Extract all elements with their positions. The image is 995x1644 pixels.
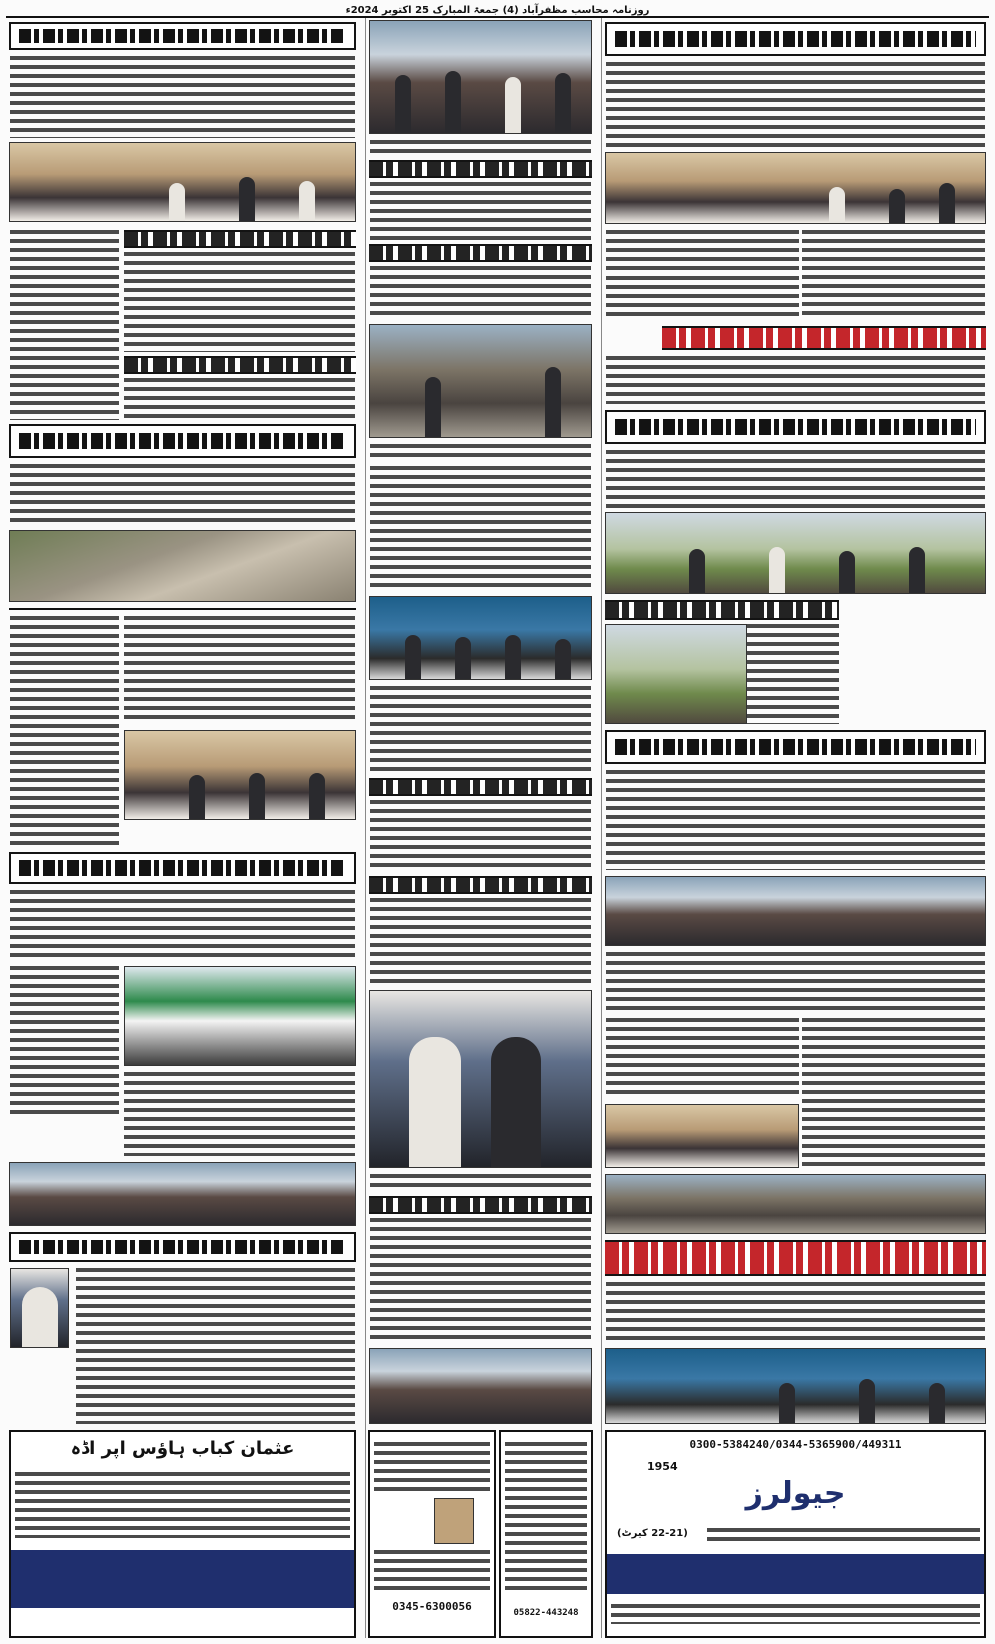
article-body bbox=[10, 890, 355, 960]
headline bbox=[369, 244, 592, 262]
headline bbox=[369, 876, 592, 894]
photo-market-raid bbox=[605, 1174, 986, 1234]
photo-street-works bbox=[369, 324, 592, 438]
article-body bbox=[370, 898, 591, 986]
person-figure bbox=[189, 775, 205, 819]
article-body bbox=[606, 356, 985, 404]
headline bbox=[662, 326, 986, 350]
article-body bbox=[606, 1282, 985, 1342]
photo-exhibition bbox=[9, 142, 356, 222]
person-figure bbox=[769, 547, 785, 593]
article-body bbox=[76, 1268, 355, 1424]
person-figure bbox=[239, 177, 255, 221]
masthead-text: روزنامہ محاسب مظفرآباد (4) جمعۃ المبارک 25 اکتوبر 2024ء bbox=[345, 4, 650, 16]
article-body bbox=[10, 966, 119, 1116]
ad-body bbox=[15, 1472, 350, 1538]
ad-body bbox=[707, 1528, 980, 1542]
person-figure bbox=[929, 1383, 945, 1423]
ad-phone: 0345-6300056 bbox=[392, 1600, 472, 1613]
article-body bbox=[10, 230, 119, 420]
article-body bbox=[124, 1072, 355, 1156]
article-body bbox=[802, 1018, 985, 1168]
person-figure bbox=[779, 1383, 795, 1423]
jewelers-since: 1954 bbox=[647, 1460, 678, 1473]
photo-gathering bbox=[605, 876, 986, 946]
ad-body bbox=[374, 1550, 490, 1590]
person-figure bbox=[299, 181, 315, 221]
article-body bbox=[606, 450, 985, 508]
headline bbox=[124, 356, 356, 374]
caption bbox=[370, 444, 591, 460]
person-figure bbox=[909, 547, 925, 593]
article-body bbox=[10, 616, 119, 846]
headline bbox=[605, 600, 839, 620]
article-body bbox=[124, 616, 355, 724]
ad-phone: 05822-443248 bbox=[513, 1608, 579, 1618]
jewelers-phone: 0300-5384240/0344-5365900/449311 bbox=[689, 1438, 902, 1451]
headline-rights-protest bbox=[9, 1232, 356, 1262]
middle-column bbox=[365, 18, 595, 1638]
headline-welfare-trust bbox=[605, 1240, 986, 1276]
person-figure bbox=[505, 635, 521, 679]
article-body bbox=[10, 56, 355, 138]
person-figure bbox=[555, 639, 571, 679]
kebab-title: عثمان کباب ہاؤس اپر اڈہ bbox=[70, 1438, 295, 1459]
article-body bbox=[10, 464, 355, 526]
person-figure bbox=[839, 551, 855, 593]
photo-meeting bbox=[605, 152, 986, 224]
jewelers-carat: (22-21 کیرٹ) bbox=[617, 1528, 688, 1539]
left-column bbox=[6, 18, 359, 1638]
headline-youm-e-tasees bbox=[605, 730, 986, 764]
headline bbox=[369, 778, 592, 796]
ad-jewelers bbox=[605, 1430, 986, 1638]
ad-specialist bbox=[368, 1430, 496, 1638]
person-figure bbox=[169, 183, 185, 221]
kebab-proprietor-band bbox=[11, 1550, 354, 1608]
photo-seminar bbox=[605, 1348, 986, 1424]
ad-body bbox=[505, 1442, 587, 1592]
page-masthead bbox=[6, 4, 989, 18]
ad-body bbox=[611, 1604, 980, 1624]
photo-school-event bbox=[369, 1348, 592, 1424]
person-figure bbox=[409, 1037, 461, 1167]
photo-press-conference bbox=[369, 596, 592, 680]
article-body bbox=[606, 62, 985, 148]
headline-blood-donation bbox=[9, 22, 356, 50]
headline-top-right bbox=[605, 22, 986, 56]
headline-cardiac-hospital bbox=[605, 410, 986, 444]
person-figure bbox=[545, 367, 561, 437]
person-figure bbox=[689, 549, 705, 593]
article-body bbox=[606, 770, 985, 870]
article-body bbox=[124, 252, 355, 352]
person-figure bbox=[555, 73, 571, 133]
person-figure bbox=[425, 377, 441, 437]
article-body bbox=[370, 266, 591, 320]
person-figure bbox=[455, 637, 471, 679]
headline bbox=[369, 160, 592, 178]
headline-road-protest bbox=[9, 424, 356, 458]
article-body bbox=[370, 686, 591, 774]
person-figure bbox=[22, 1287, 58, 1347]
person-figure bbox=[829, 187, 845, 223]
person-figure bbox=[395, 75, 411, 133]
article-body bbox=[370, 466, 591, 590]
article-body bbox=[606, 276, 799, 320]
person-figure bbox=[505, 77, 521, 133]
article-body bbox=[802, 230, 985, 320]
photo-blood-donation bbox=[369, 20, 592, 134]
jewelers-brand: جیولرز bbox=[745, 1476, 846, 1511]
headline-kashmir-rally bbox=[9, 852, 356, 884]
article-body bbox=[124, 378, 355, 418]
person-figure bbox=[939, 183, 955, 223]
article-body bbox=[370, 182, 591, 240]
photo-stone-wall bbox=[9, 530, 356, 602]
headline bbox=[124, 230, 356, 248]
ad-body bbox=[374, 1442, 490, 1492]
article-body bbox=[606, 230, 799, 270]
ad-portrait bbox=[434, 1498, 474, 1544]
article-body bbox=[370, 800, 591, 872]
ad-editor-box bbox=[499, 1430, 593, 1638]
person-figure bbox=[249, 773, 265, 819]
photo-flag-rally bbox=[124, 966, 356, 1066]
photo-two-men bbox=[369, 990, 592, 1168]
photo-portrait bbox=[10, 1268, 69, 1348]
divider bbox=[9, 608, 356, 610]
photo-field-visit bbox=[605, 512, 986, 594]
person-figure bbox=[445, 71, 461, 133]
headline bbox=[369, 1196, 592, 1214]
photo-event bbox=[605, 1104, 799, 1168]
article-body bbox=[370, 1218, 591, 1342]
caption bbox=[370, 140, 591, 154]
ad-kebab-house bbox=[9, 1430, 356, 1638]
right-column bbox=[601, 18, 989, 1638]
article-body bbox=[606, 1018, 799, 1098]
photo-audience bbox=[9, 1162, 356, 1226]
caption bbox=[370, 1174, 591, 1190]
person-figure bbox=[405, 635, 421, 679]
person-figure bbox=[889, 189, 905, 223]
photo-parade bbox=[605, 624, 747, 724]
person-figure bbox=[309, 773, 325, 819]
photo-ceremony bbox=[124, 730, 356, 820]
article-body bbox=[606, 952, 985, 1012]
person-figure bbox=[491, 1037, 541, 1167]
jewelers-proprietor-band bbox=[607, 1554, 984, 1594]
person-figure bbox=[859, 1379, 875, 1423]
